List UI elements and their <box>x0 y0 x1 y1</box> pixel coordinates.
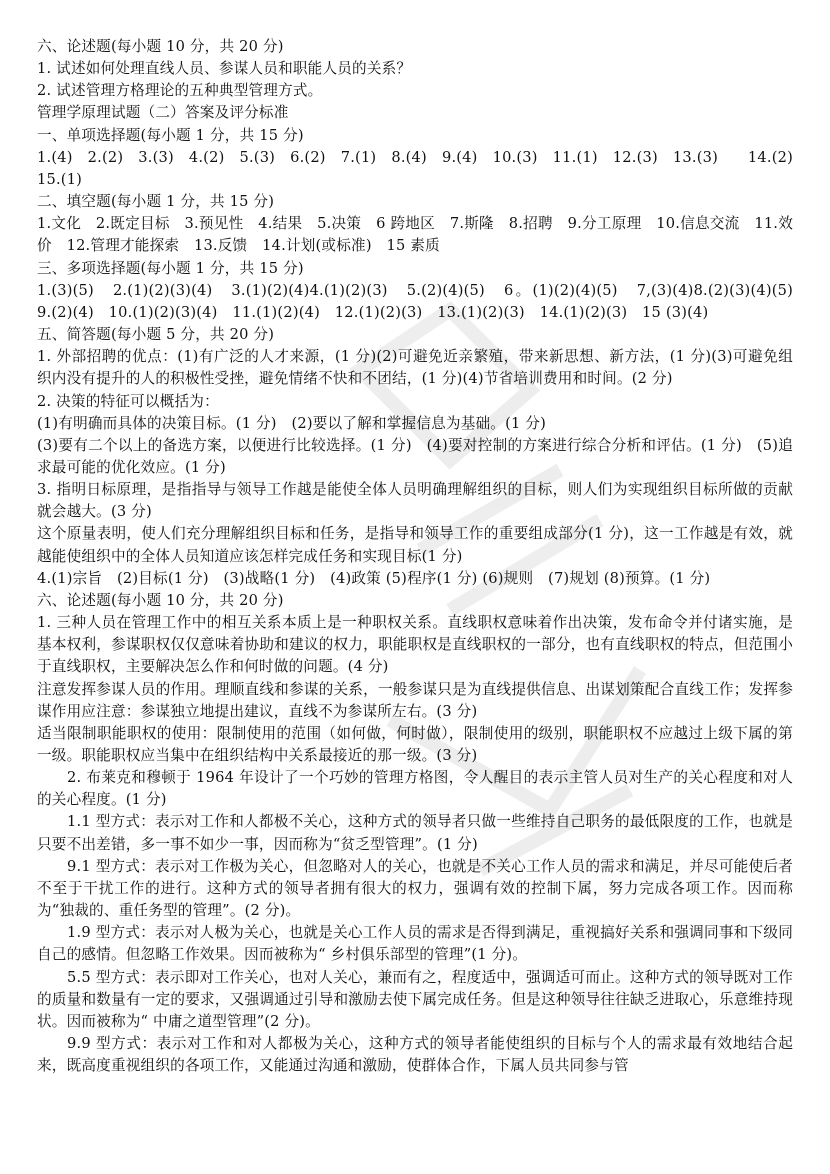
paragraph: 2. 决策的特征可以概括为： <box>37 392 219 410</box>
paragraph: 1.9 型方式：表示对人极为关心，也就是关心工作人员的需求是否得到满足，重视搞好关系和强调同事和下级同自己的感情。但忽略工作效果。因而被称为“ 乡村俱乐部型的管理”(1 分)。 <box>37 924 793 964</box>
paragraph: 适当限制职能职权的使用：限制使用的范围（如何做，何时做），限制使用的级别，职能职权不应越过上级下属的第一级。职能职权应当集中在组织结构中关系最接近的那一级。(3 分) <box>37 724 793 764</box>
paragraph: 五、简答题(每小题 5 分，共 20 分) <box>37 326 275 344</box>
paragraph: 3. 指明日标原理，是指指导与领导工作越是能使全体人员明确理解组织的目标，则人们为实现组织目标所做的贡献就会越大。(3 分) <box>37 481 793 521</box>
paragraph: 5.5 型方式：表示即对工作关心，也对人关心，兼而有之，程度适中，强调适可而止。这种方式的领导既对工作的质量和数量有一定的要求，又强调通过引导和激励去使下属完成任务。但是这种领导往往缺乏进取心，乐意维持现状。因而被称为“ 中庸之道型管理”(2 分)。 <box>37 968 793 1030</box>
paragraph: 六、论述题(每小题 10 分，共 20 分) <box>37 591 284 609</box>
paragraph: 注意发挥参谋人员的作用。理顺直线和参谋的关系，一般参谋只是为直线提供信息、出谋划策配合直线工作；发挥参谋作用应注意：参谋独立地提出建议，直线不为参谋所左右。(3 分) <box>37 680 793 720</box>
paragraph: 这个原量表明，使人们充分理解组织目标和任务，是指导和领导工作的重要组成部分(1 分)，这一工作越是有效，就越能使组织中的全体人员知道应该怎样完成任务和实现目标(1 分) <box>37 525 793 565</box>
document-page <box>37 36 823 1077</box>
paragraph: 1.1 型方式：表示对工作和人都极不关心，这种方式的领导者只做一些维持自己职务的最低限度的工作，也就是只要不出差错，多一事不如少一事，因而称为“贫乏型管理”。(1 分) <box>37 813 793 853</box>
paragraph: 2. 试述管理方格理论的五种典型管理方式。 <box>37 82 323 100</box>
paragraph: 2. 布莱克和穆顿于 1964 年设计了一个巧妙的管理方格图，令人醒目的表示主管人员对生产的关心程度和对人的关心程度。(1 分) <box>37 769 793 809</box>
paragraph: 六、论述题(每小题 10 分，共 20 分) <box>37 38 284 55</box>
paragraph: 1. 外部招聘的优点：(1)有广泛的人才来源，(1 分)(2)可避免近亲繁殖，带来新思想、新方法，(1 分)(3)可避免组织内没有提升的人的积极性受挫，避免情绪不快和不团结，(1 分)(4)节省培训费用和时间。(2 分) <box>37 348 793 388</box>
paragraph: 1.(4) 2.(2) 3.(3) 4.(2) 5.(3) 6.(2) 7.(1) 8.(4) 9.(4) 10.(3) 11.(1) 12.(3) 13.(3) 14.(2) 15.(1) <box>37 148 823 188</box>
paragraph: 4.(1)宗旨 (2)目标(1 分) (3)战略(1 分) (4)政策 (5)程序(1 分) (6)规则 (7)规划 (8)预算。(1 分) <box>37 569 711 587</box>
paragraph: 一、单项选择题(每小题 1 分，共 15 分) <box>37 126 304 144</box>
paragraph: (1)有明确而具体的决策目标。(1 分) (2)要以了解和掌握信息为基础。(1 分) <box>37 414 546 432</box>
paragraph: 二、填空题(每小题 1 分，共 15 分) <box>37 193 275 211</box>
paragraph: 1. 三种人员在管理工作中的相互关系本质上是一种职权关系。直线职权意味着作出决策，发布命令并付诸实施，是基本权利，参谋职权仅仅意味着协助和建议的权力，职能职权是直线职权的一部分，也有直线职权的特点，但范围小于直线职权，主要解决怎么作和何时做的问题。(4 分) <box>37 614 793 676</box>
paragraph: 1.文化 2.既定目标 3.预见性 4.结果 5.决策 6 跨地区 7.斯隆 8.招聘 9.分工原理 10.信息交流 11.效价 12.管理才能探索 13.反馈 14.计划(或标准) 15 素质 <box>37 215 793 255</box>
paragraph: 三、多项选择题(每小题 1 分，共 15 分) <box>37 259 304 277</box>
paragraph: 1. 试述如何处理直线人员、参谋人员和职能人员的关系？ <box>37 60 412 78</box>
paragraph: (3)要有二个以上的备选方案，以便进行比较选择。(1 分) (4)要对控制的方案进行综合分析和评估。(1 分) (5)追求最可能的优化效应。(1 分) <box>37 436 793 476</box>
paragraph: 管理学原理试题（二）答案及评分标准 <box>37 104 289 122</box>
paragraph: 9.1 型方式：表示对工作极为关心，但忽略对人的关心，也就是不关心工作人员的需求和满足，并尽可能使后者不至于干扰工作的进行。这种方式的领导者拥有很大的权力，强调有效的控制下属，努力完成各项工作。因而称为“独裁的、重任务型的管理”。(2 分)。 <box>37 857 793 920</box>
paragraph: 1.(3)(5) 2.(1)(2)(3)(4) 3.(1)(2)(4)4.(1)(2)(3) 5.(2)(4)(5) 6。(1)(2)(4)(5) 7,(3)(4)8.(2)(3)(4)(5) 9.(2)(4) 10.(1)(2)(3)(4) 11.(1)(2)(4) 12.(1)(2)(3) 13.(1)(2)(3) 14.(1)(2)(3) 15 (3)(4) <box>37 281 808 321</box>
paragraph: 9.9 型方式：表示对工作和对人都极为关心，这种方式的领导者能使组织的目标与个人的需求最有效地结合起来，既高度重视组织的各项工作，又能通过沟通和激励，使群体合作，下属人员共同参与管 <box>37 1035 793 1075</box>
